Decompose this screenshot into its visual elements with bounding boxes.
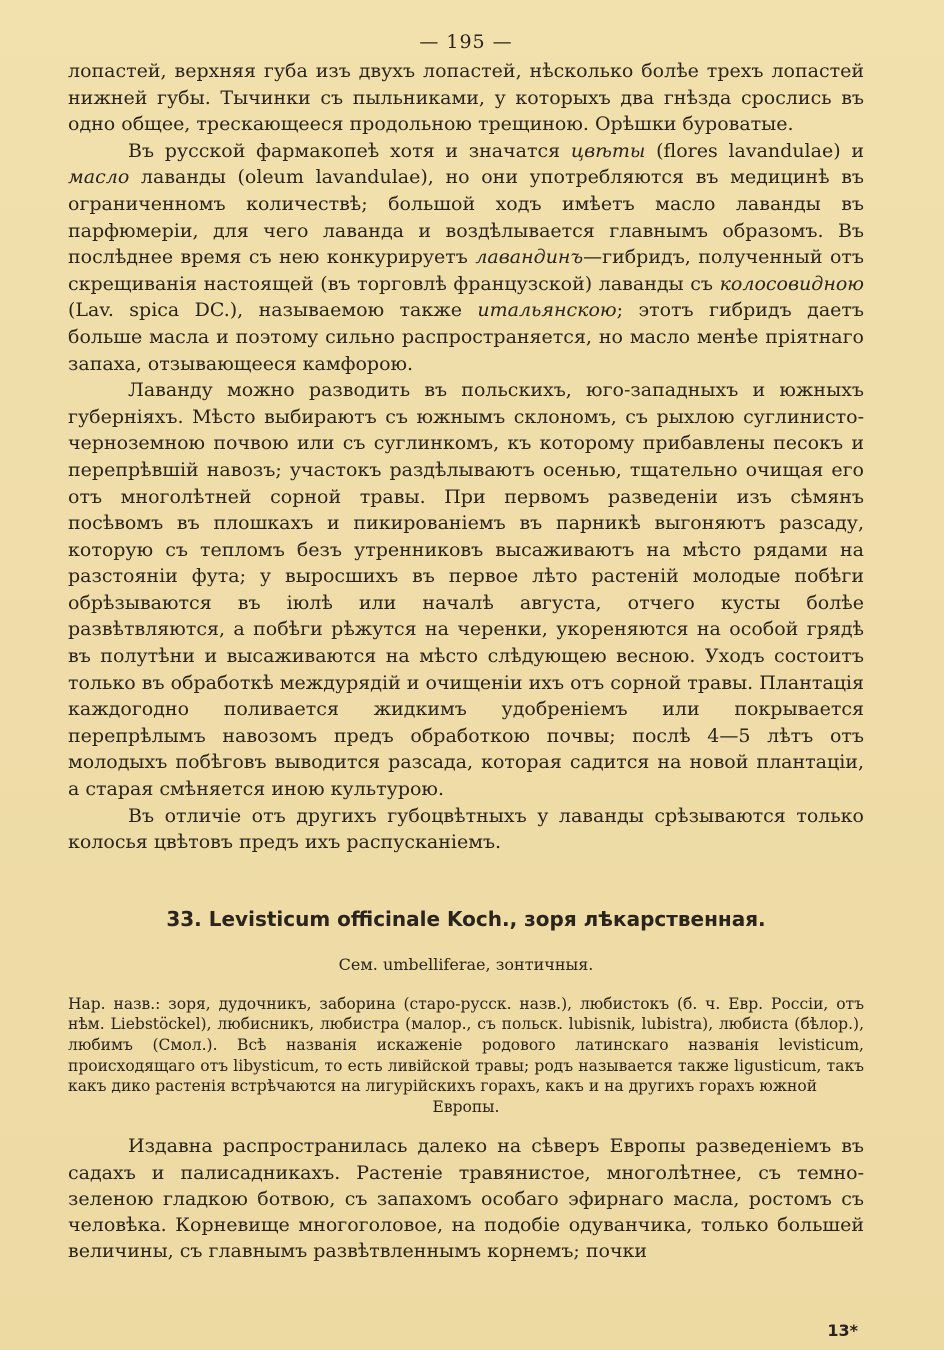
family-line: Сем. umbelliferae, зонтичныя. [338,954,594,974]
paragraph-text: ; этотъ гибридъ даетъ больше масла и поэтому сильно распространяется, но масло менѣе пріятнаго запаха, отзывающееся камфорою. [68,299,864,375]
section-body: Издавна распространилась далеко на сѣверъ Европы разведеніемъ въ садахъ и палисадникахъ. Растеніе травянистое, многолѣтнее, съ темно-зеленою гладкою ботвою, съ запахомъ особаго эфирнаго масла, ростомъ съ человѣка. Корневище многоголовое, на подобіе одуванчика, только большей величины, съ главнымъ развѣтвленнымъ корнемъ; почки [68,1135,864,1263]
signature-mark: 13* [827,1321,858,1340]
vernacular-names [68,994,864,1118]
paragraph-text: Въ русской фармакопеѣ хотя и значатся [128,139,571,162]
vernacular-names-last: Европы. [432,1097,500,1116]
paragraph-text: лаванды (oleum lavandulae), но они употребляются въ медицинѣ въ ограниченномъ количествѣ; большой ходъ имѣетъ масло лаванды въ парфюмеріи, для чего лаванда и воздѣлывается главнымъ образомъ. Въ послѣднее время съ нею конкурируетъ [68,166,864,269]
section-heading: 33. Levisticum officinale Koch., зоря лѣкарственная. [166,906,766,931]
paragraph [68,377,864,803]
page-number: — 195 — [419,31,513,53]
paragraph [68,138,864,377]
paragraph [68,803,864,856]
section-spacer [68,856,864,906]
italic-term: колосовидною [719,272,864,295]
paragraph-text: (flores lavandulae) и [645,139,865,162]
italic-term: итальянскою [477,299,617,322]
text-body [68,58,864,856]
paragraph-text: лопастей, верхняя губа изъ двухъ лопастей, нѣсколько болѣе трехъ лопастей нижней губы. Тычинки съ пыльниками, у которыхъ два гнѣзда срослись въ одно общее, трескающееся продольною трещиною. Орѣшки буроватые. [68,60,864,136]
italic-term: масло [68,166,130,189]
italic-term: лавандинъ [475,246,584,269]
paragraph-text: Въ отличіе отъ другихъ губоцвѣтныхъ у лаванды срѣзываются только колосья цвѣтовъ предъ ихъ распусканіемъ. [68,804,864,854]
paragraph-text: —гибридъ, полученный отъ скрещиванія настоящей (въ торговлѣ французской) лаванды съ [68,246,864,295]
italic-term: цвѣты [570,139,646,162]
paragraph-text: Лаванду можно разводить въ польскихъ, юго-западныхъ и южныхъ губерніяхъ. Мѣсто выбираютъ съ южнымъ склономъ, съ рыхлою суглинисто-черноземною почвою или съ суглинкомъ, къ которому прибавлены песокъ и перепрѣвшій навозъ; участокъ раздѣлываютъ осенью, тщательно очищая его отъ многолѣтней сорной травы. При первомъ разведеніи изъ сѣмянъ посѣвомъ въ плошкахъ и пикированіемъ въ парникѣ выгоняютъ разсаду, которую съ тепломъ безъ утренниковъ высаживаютъ на мѣсто рядами на разстояніи фута; у выросшихъ въ первое лѣто растеній молодые побѣги обрѣзываются въ іюлѣ или началѣ августа, отчего кусты болѣе развѣтвляются, а побѣги рѣжутся на черенки, укореняются на особой грядѣ въ полутѣни и высаживаются на мѣсто слѣдующею весною. Уходъ состоитъ только въ обработкѣ междурядій и очищеніи ихъ отъ сорной травы. Плантація каждогодно поливается жидкимъ удобреніемъ или покрывается перепрѣлымъ навозомъ предъ обработкою почвы; послѣ 4—5 лѣтъ отъ молодыхъ побѣговъ выводится разсада, которая садится на новой плантаціи, а старая смѣняется иною культурою. [68,379,864,801]
vernacular-names-text: Нар. назв.: зоря, дудочникъ, заборина (старо-русск. назв.), любистокъ (б. ч. Евр. Россіи, отъ нѣм. Liebstöckel), любисникъ, любистра (малор., съ польск. lubisnik, lubistra), любиста (бѣлор.), любимъ (Смол.). Всѣ названія искаженіе родового латинскаго названія levisticum, происходящаго отъ libysticum, то есть ливійской травы; родъ называется также ligusticum, такъ какъ дико растенія встрѣчаются на лигурійскихъ горахъ, какъ и на другихъ горахъ южной [68,994,864,1096]
paragraph-text: (Lav. spica DC.), называемою также [68,299,478,322]
paragraph [68,58,864,138]
